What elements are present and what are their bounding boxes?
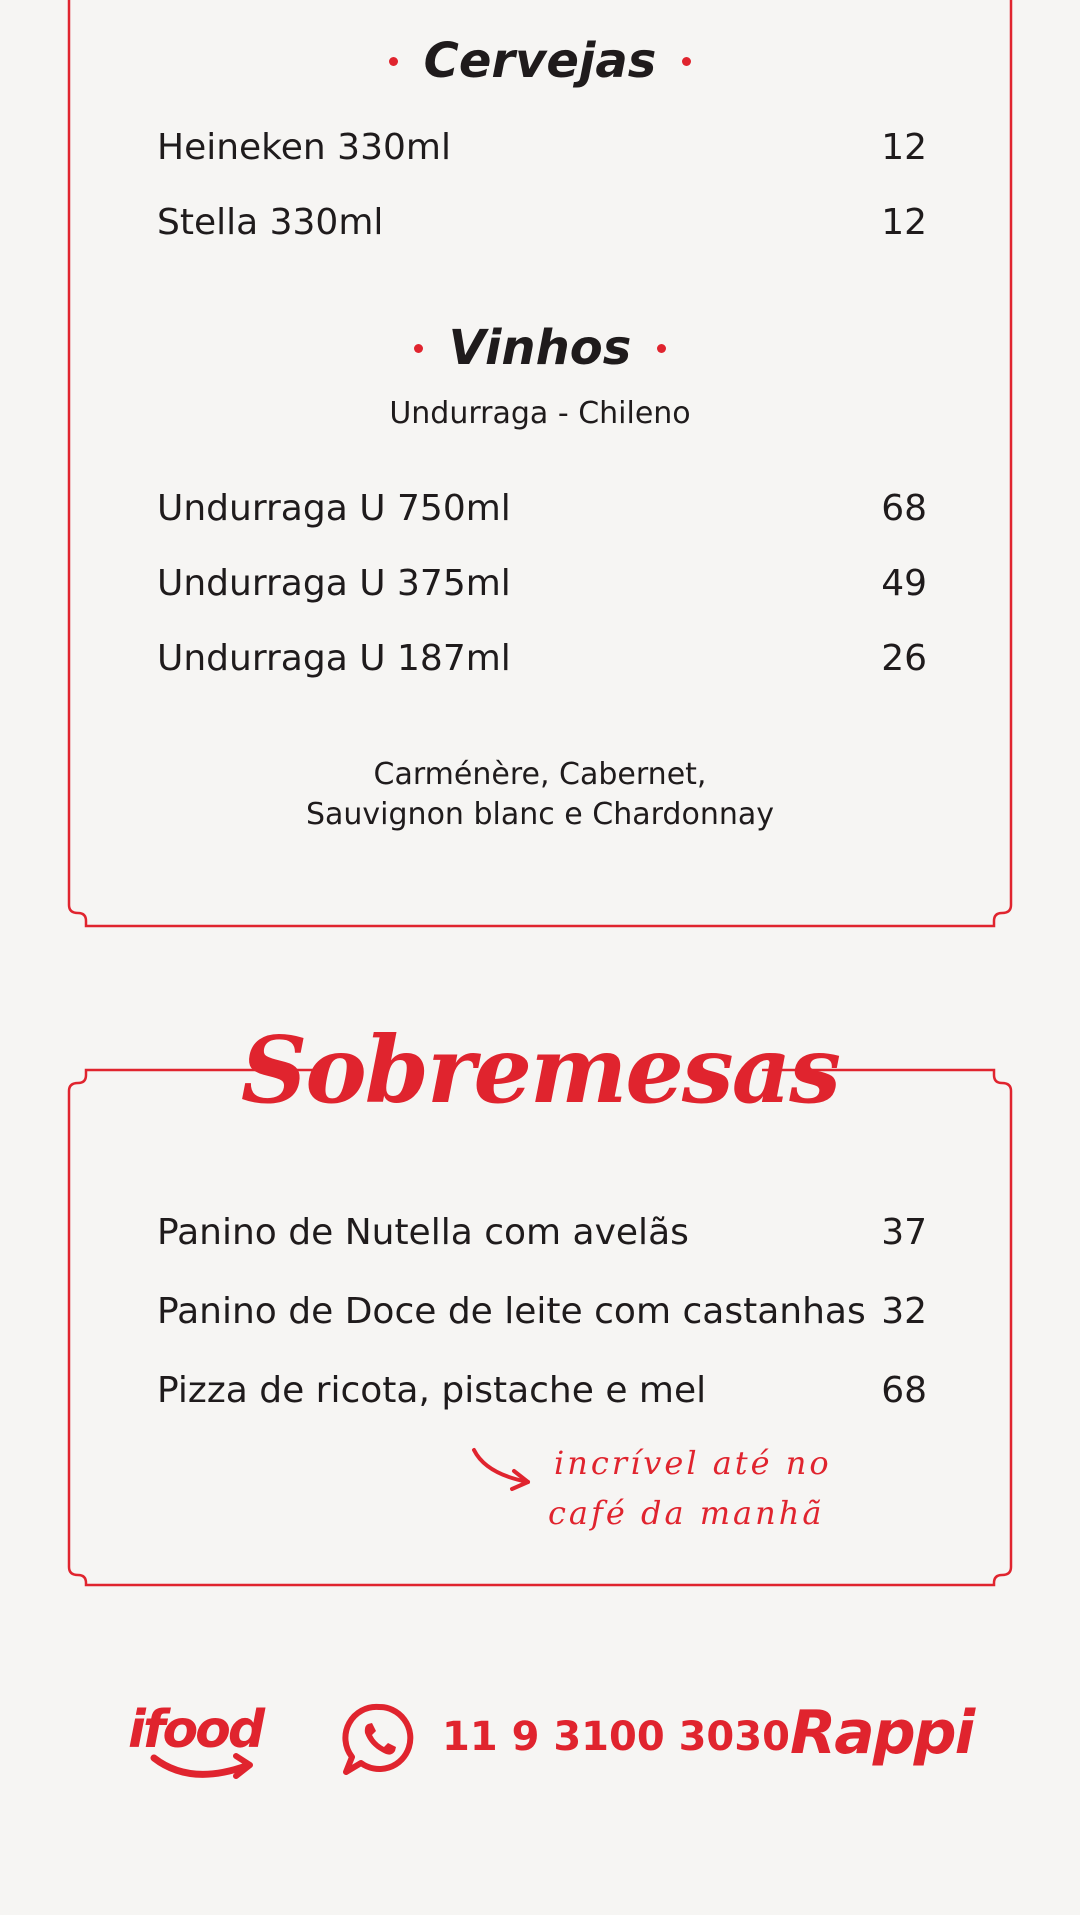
rappi-logo[interactable]: Rappi xyxy=(790,1698,974,1768)
item-name: Heineken 330ml xyxy=(157,127,451,168)
note-line: Sauvignon blanc e Chardonnay xyxy=(305,797,774,832)
item-name: Panino de Doce de leite com castanhas xyxy=(157,1291,866,1332)
phone-number[interactable]: 11 9 3100 3030 xyxy=(442,1714,790,1760)
menu-item xyxy=(157,563,927,604)
bullet-dot xyxy=(657,344,666,353)
item-name: Undurraga U 187ml xyxy=(157,638,511,679)
section-title-vinhos xyxy=(0,320,1080,376)
item-name: Undurraga U 750ml xyxy=(157,488,511,529)
bullet-dot xyxy=(414,344,423,353)
item-price: 12 xyxy=(881,202,927,243)
ifood-logo[interactable] xyxy=(128,1700,278,1790)
item-price: 49 xyxy=(881,563,927,604)
item-price: 68 xyxy=(881,1370,927,1411)
menu-item xyxy=(157,1291,927,1332)
menu-item xyxy=(157,488,927,529)
item-price: 37 xyxy=(881,1212,927,1253)
grape-varieties-note xyxy=(0,755,1080,835)
item-name: Undurraga U 375ml xyxy=(157,563,511,604)
vinhos-subtitle: Undurraga - Chileno xyxy=(389,396,691,431)
cervejas-title: Cervejas xyxy=(423,33,657,89)
ifood-wordmark: ifood xyxy=(128,1700,263,1760)
menu-item xyxy=(157,1212,927,1253)
item-name: Panino de Nutella com avelãs xyxy=(157,1212,689,1253)
item-price: 12 xyxy=(881,127,927,168)
sobremesas-title: Sobremesas xyxy=(240,1016,840,1124)
menu-item xyxy=(157,638,927,679)
menu-item xyxy=(157,1370,927,1411)
bullet-dot xyxy=(389,57,398,66)
whatsapp-icon xyxy=(342,1702,416,1778)
note-line: Carménère, Cabernet, xyxy=(373,757,707,792)
item-name: Stella 330ml xyxy=(157,202,384,243)
menu-item xyxy=(157,202,927,243)
handnote-line: café da manhã xyxy=(548,1494,825,1532)
bullet-dot xyxy=(682,57,691,66)
handnote-line: incrível até no xyxy=(554,1444,832,1482)
item-price: 26 xyxy=(881,638,927,679)
section-title-cervejas xyxy=(0,33,1080,89)
item-name: Pizza de ricota, pistache e mel xyxy=(157,1370,707,1411)
handwritten-note xyxy=(548,1438,848,1538)
curved-arrow-icon xyxy=(468,1444,538,1494)
menu-item xyxy=(157,127,927,168)
item-price: 68 xyxy=(881,488,927,529)
item-price: 32 xyxy=(881,1291,927,1332)
vinhos-title: Vinhos xyxy=(448,320,632,376)
ifood-smile-icon xyxy=(150,1750,270,1786)
